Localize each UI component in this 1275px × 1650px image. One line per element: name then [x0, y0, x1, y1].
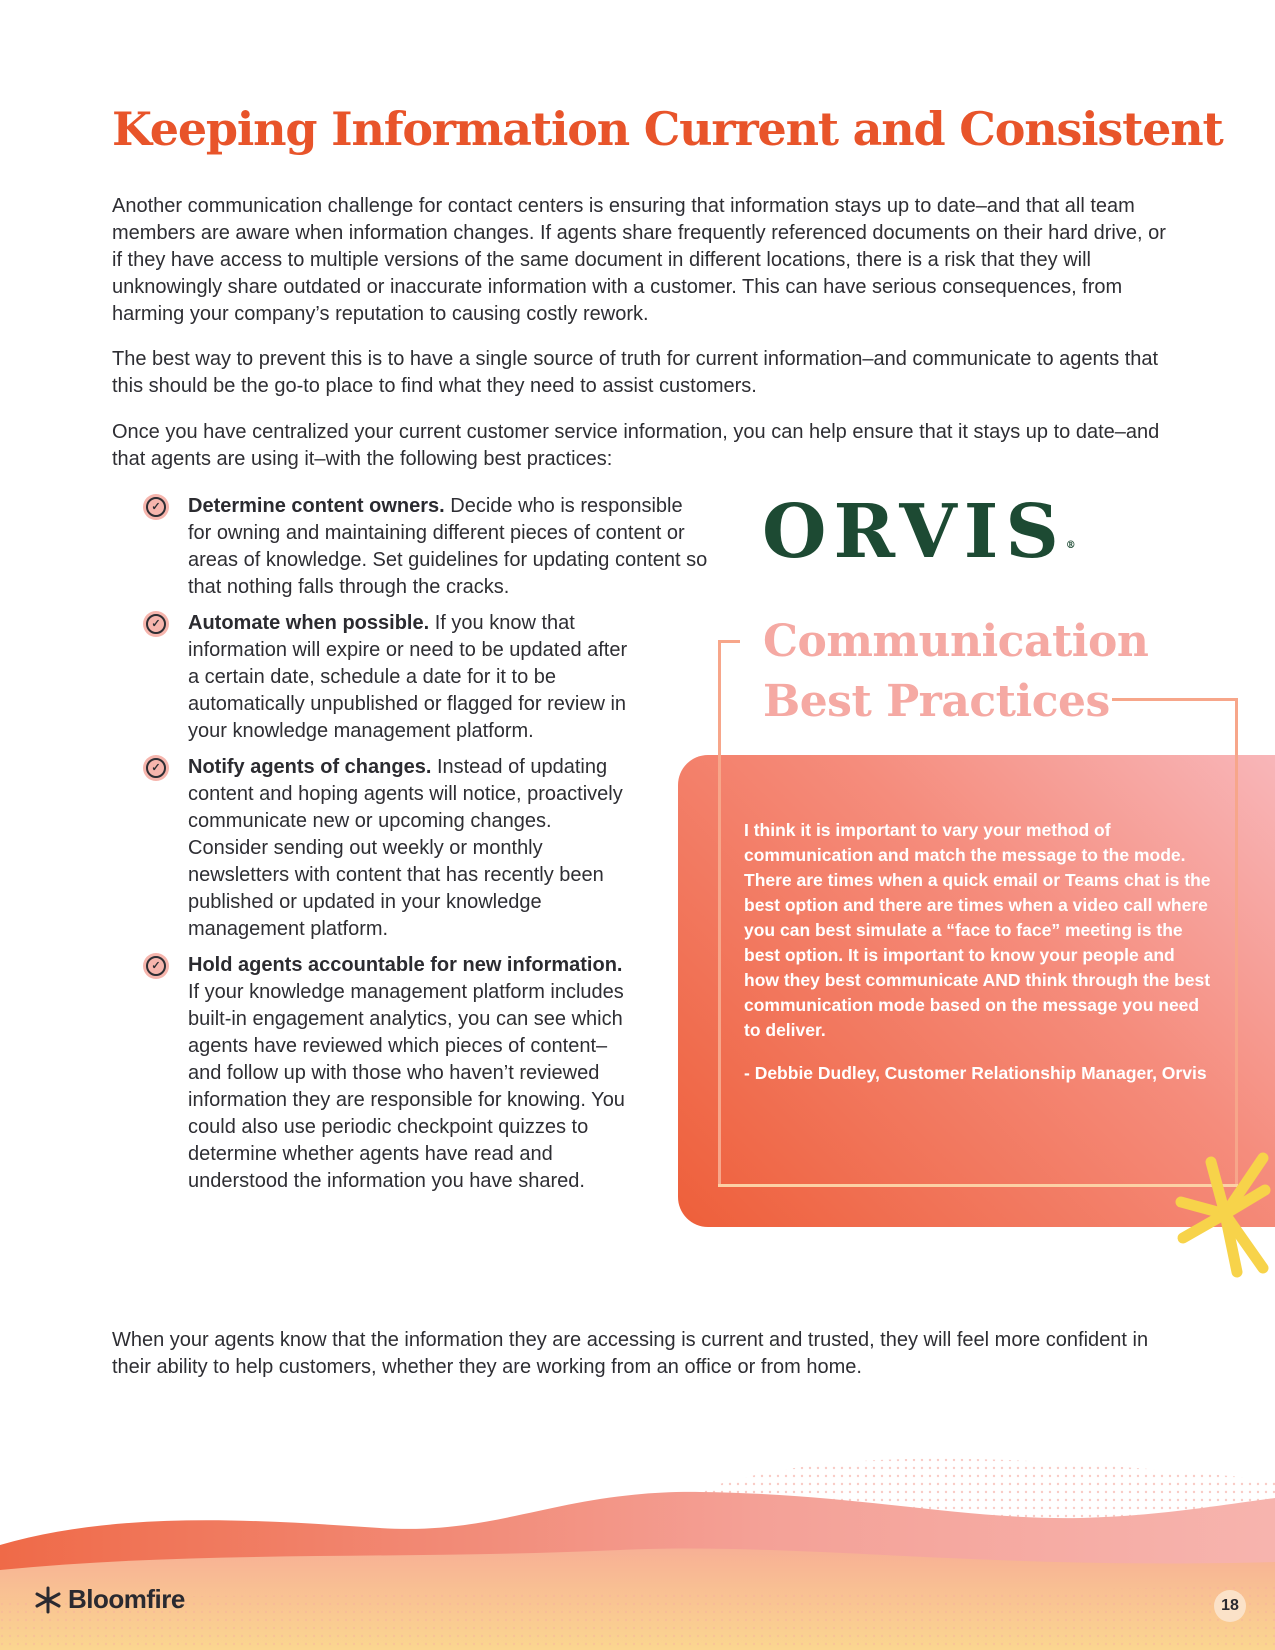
list-item-heading: Determine content owners. [188, 495, 445, 517]
brand-name: Bloomfire [68, 1584, 185, 1614]
list-item [143, 952, 636, 1195]
intro-paragraph: Another communication challenge for contact centers is ensuring that information stays up to date–and that all team members are aware when information changes. If agents share frequently referenced documents on their hard drive, or if they have access to multiple versions of the same document in different locations, there is a risk that they will unknowingly share outdated or inaccurate information with a customer. This can have serious consequences, from harming your company’s reputation to causing costly rework. [112, 195, 1166, 325]
list-item-heading: Notify agents of changes. [188, 756, 432, 778]
list-item-text: Instead of updating content and hoping agents will notice, proactively communicate new or upcoming changes. Consider sending out weekly or monthly newsletters with content that has recently been published or updated in your knowledge management platform. [188, 756, 623, 940]
closing-paragraph: When your agents know that the information they are accessing is current and trusted, they will feel more confident in their ability to help customers, whether they are working from an office or from home. [112, 1329, 1149, 1378]
list-item-text: Decide who is responsible for owning and maintaining different pieces of content or areas of knowledge. Set guidelines for updating content so that nothing falls through the cracks. [188, 495, 708, 598]
check-circle-icon: ✓ [143, 494, 169, 520]
bloomfire-logo-icon [34, 1586, 62, 1614]
orvis-logo: ORVIS® [762, 489, 1076, 575]
list-item-text: If you know that information will expire or need to be updated after a certain date, schedule a date for it to be automatically unpublished or flagged for review in your knowledge management platform. [188, 612, 628, 742]
best-practices-list [143, 493, 708, 1204]
list-item-text: If your knowledge management platform includes built-in engagement analytics, you can see which agents have reviewed which pieces of content–and follow up with those who haven’t reviewed information they are responsible for knowing. You could also use periodic checkpoint quizzes to determine whether agents have read and understood the information you have shared. [188, 981, 625, 1192]
footer-wave-decoration [0, 1450, 1275, 1650]
list-item [143, 610, 636, 745]
quote-text: I think it is important to vary your method of communication and match the message to the mode. There are times when a quick email or Teams chat is the best option and there are times when a video call where you can best simulate a “face to face” meeting is the best option. It is important to know your people and how they best communicate AND think through the best communication mode based on the message you need to deliver. [744, 820, 1211, 1040]
frame-line-bottom [718, 1184, 1238, 1187]
sidebar-heading: Communication Best Practices [763, 616, 1149, 727]
best-practices-intro: Once you have centralized your current customer service information, you can help ensure that it stays up to date–and that agents are using it–with the following best practices: [112, 421, 1160, 470]
bloomfire-brand [34, 1584, 185, 1615]
frame-line-left [718, 640, 721, 1187]
page-number: 18 [1214, 1590, 1246, 1622]
list-item-heading: Hold agents accountable for new information. [188, 954, 623, 976]
frame-line-right [1235, 698, 1238, 1187]
star-burst-icon [1175, 1150, 1275, 1280]
frame-line-top-left [718, 640, 740, 643]
check-circle-icon: ✓ [143, 755, 169, 781]
check-circle-icon: ✓ [143, 611, 169, 637]
list-item-heading: Automate when possible. [188, 612, 430, 634]
page-title: Keeping Information Current and Consistent [112, 102, 1223, 156]
list-item [143, 493, 708, 601]
list-item [143, 754, 636, 943]
quote-attribution: - Debbie Dudley, Customer Relationship Manager, Orvis [744, 1063, 1207, 1083]
solution-paragraph: The best way to prevent this is to have a single source of truth for current information–and communicate to agents that this should be the go-to place to find what they need to assist customers. [112, 348, 1159, 397]
check-circle-icon: ✓ [143, 953, 169, 979]
